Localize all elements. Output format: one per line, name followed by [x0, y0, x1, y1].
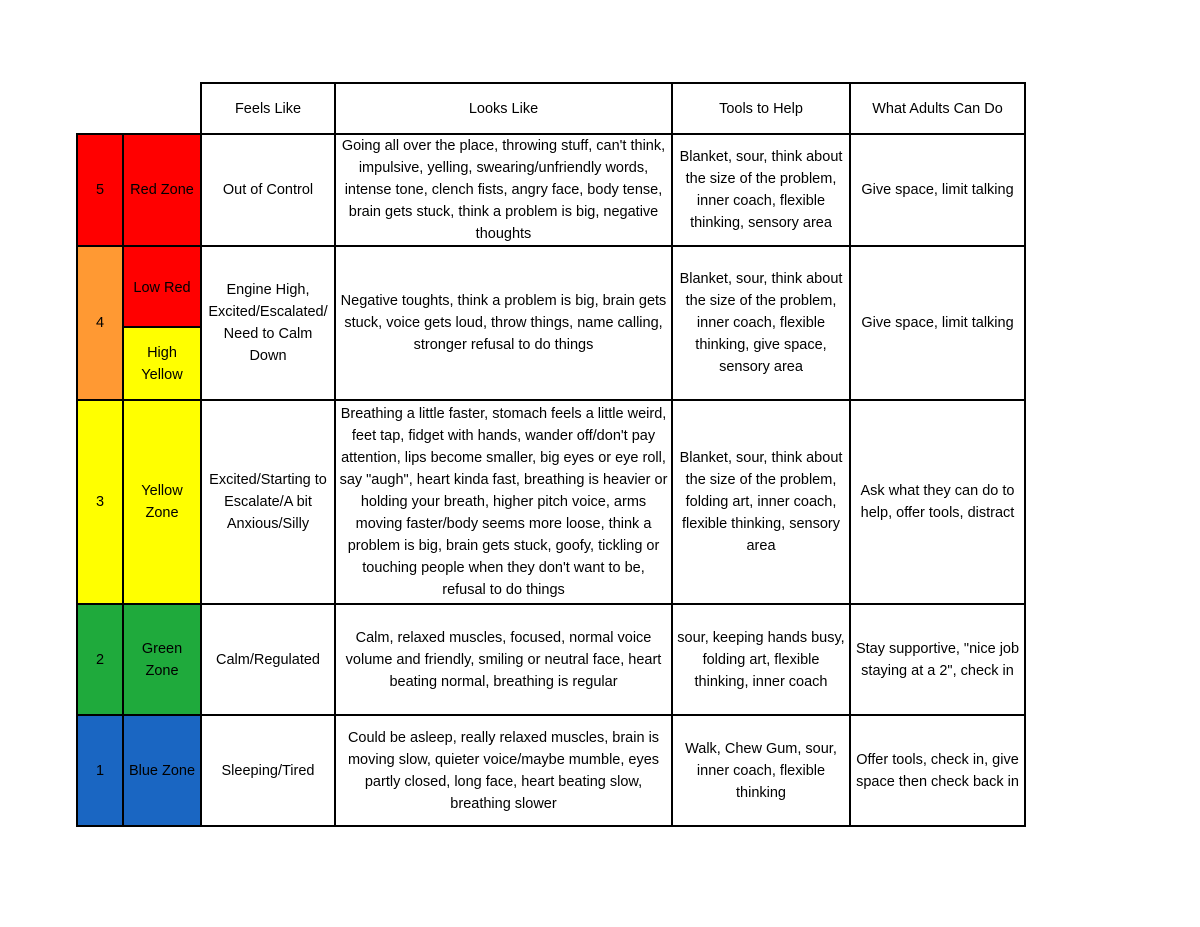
zone-red: Red Zone	[122, 133, 202, 247]
tools-to-help-1: Walk, Chew Gum, sour, inner coach, flexible thinking	[671, 714, 851, 827]
feels-like-5: Out of Control	[200, 133, 336, 247]
adults-can-do-1: Offer tools, check in, give space then check back in	[849, 714, 1026, 827]
header-looks-like: Looks Like	[334, 82, 673, 135]
tools-to-help-3: Blanket, sour, think about the size of the problem, folding art, inner coach, flexible thinking, sensory area	[671, 399, 851, 605]
looks-like-3: Breathing a little faster, stomach feels a little weird, feet tap, fidget with hands, wander off/don't pay attention, lips become smaller, big eyes or eye roll, say "augh", heart kinda fast, breathing is heavier or holding your breath, higher pitch voice, arms moving faster/body seems more loose, think a problem is big, brain gets stuck, goofy, tickling or touching people when they don't want to be, refusal to do things	[334, 399, 673, 605]
level-3-number: 3	[76, 399, 124, 605]
header-what-adults-can-do: What Adults Can Do	[849, 82, 1026, 135]
level-5-number: 5	[76, 133, 124, 247]
adults-can-do-5: Give space, limit talking	[849, 133, 1026, 247]
feels-like-2: Calm/Regulated	[200, 603, 336, 716]
tools-to-help-4: Blanket, sour, think about the size of the problem, inner coach, flexible thinking, give space, sensory area	[671, 245, 851, 401]
zone-blue: Blue Zone	[122, 714, 202, 827]
looks-like-2: Calm, relaxed muscles, focused, normal voice volume and friendly, smiling or neutral face, heart beating normal, breathing is regular	[334, 603, 673, 716]
adults-can-do-2: Stay supportive, "nice job staying at a 2", check in	[849, 603, 1026, 716]
looks-like-4: Negative toughts, think a problem is big, brain gets stuck, voice gets loud, throw things, name calling, stronger refusal to do things	[334, 245, 673, 401]
zone-high-yellow: High Yellow	[122, 326, 202, 401]
looks-like-5: Going all over the place, throwing stuff, can't think, impulsive, yelling, swearing/unfriendly words, intense tone, clench fists, angry face, body tense, brain gets stuck, think a problem is big, negative thoughts	[334, 133, 673, 247]
level-2-number: 2	[76, 603, 124, 716]
zone-green: Green Zone	[122, 603, 202, 716]
zone-yellow: Yellow Zone	[122, 399, 202, 605]
feels-like-1: Sleeping/Tired	[200, 714, 336, 827]
level-4-number: 4	[76, 245, 124, 401]
looks-like-1: Could be asleep, really relaxed muscles, brain is moving slow, quieter voice/maybe mumble, eyes partly closed, long face, heart beating slow, breathing slower	[334, 714, 673, 827]
tools-to-help-5: Blanket, sour, think about the size of the problem, inner coach, flexible thinking, sensory area	[671, 133, 851, 247]
header-tools-to-help: Tools to Help	[671, 82, 851, 135]
header-feels-like: Feels Like	[200, 82, 336, 135]
feels-like-3: Excited/Starting to Escalate/A bit Anxious/Silly	[200, 399, 336, 605]
adults-can-do-3: Ask what they can do to help, offer tools, distract	[849, 399, 1026, 605]
zone-low-red: Low Red	[122, 245, 202, 328]
tools-to-help-2: sour, keeping hands busy, folding art, flexible thinking, inner coach	[671, 603, 851, 716]
feels-like-4: Engine High, Excited/Escalated/ Need to Calm Down	[200, 245, 336, 401]
level-1-number: 1	[76, 714, 124, 827]
adults-can-do-4: Give space, limit talking	[849, 245, 1026, 401]
